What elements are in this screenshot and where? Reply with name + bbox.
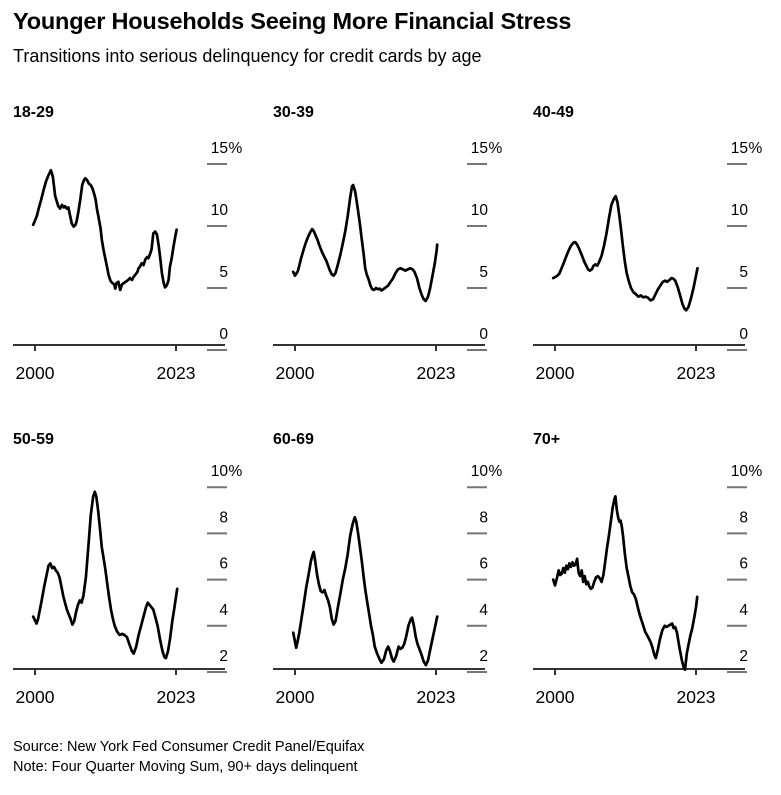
y-axis-unit-label: % <box>748 463 763 481</box>
page-subtitle: Transitions into serious delinquency for credit cards by age <box>13 46 482 66</box>
y-axis-label: 10 <box>470 202 488 219</box>
y-axis-label: 4 <box>219 601 228 619</box>
chart-50-59 <box>0 439 260 719</box>
panel-50-59 <box>0 425 260 735</box>
series-line-60-69 <box>293 517 437 665</box>
y-axis-unit-label: % <box>748 140 763 157</box>
x-axis-label: 2000 <box>535 687 575 707</box>
panel-30-39-label: 30-39 <box>273 104 314 121</box>
y-axis-label: 0 <box>739 326 748 343</box>
y-axis-label: 10 <box>210 463 228 481</box>
panel-60-69-label: 60-69 <box>273 431 314 448</box>
y-axis-label: 2 <box>219 648 228 665</box>
x-axis-label: 2023 <box>676 687 716 707</box>
y-axis-label: 6 <box>739 555 748 573</box>
series-line-30-39 <box>293 185 437 301</box>
x-axis-label: 2023 <box>416 687 456 707</box>
footer <box>13 737 364 777</box>
y-axis-label: 8 <box>739 509 748 527</box>
y-axis-label: 0 <box>479 326 488 343</box>
y-axis-label: 15 <box>730 140 748 157</box>
panel-40-49-label: 40-49 <box>533 104 574 121</box>
y-axis-label: 2 <box>479 648 488 665</box>
series-line-50-59 <box>33 492 177 658</box>
y-axis-unit-label: % <box>228 463 243 481</box>
chart-40-49 <box>520 120 780 400</box>
x-axis-label: 2023 <box>156 687 196 707</box>
panel-40-49 <box>520 100 780 410</box>
y-axis-label: 15 <box>210 140 228 157</box>
x-axis-label: 2000 <box>535 363 575 383</box>
panel-18-29 <box>0 100 260 410</box>
chart-60-69 <box>260 439 520 719</box>
y-axis-unit-label: % <box>488 140 503 157</box>
panel-18-29-label: 18-29 <box>13 104 54 121</box>
series-line-70+ <box>553 496 697 669</box>
y-axis-label: 10 <box>730 202 748 219</box>
panel-30-39 <box>260 100 520 410</box>
x-axis-label: 2023 <box>156 363 196 383</box>
panel-70plus <box>520 425 780 735</box>
y-axis-label: 6 <box>219 555 228 573</box>
chart-70plus <box>520 439 780 719</box>
y-axis-label: 5 <box>219 264 228 281</box>
series-line-40-49 <box>553 196 697 310</box>
panel-70plus-label: 70+ <box>533 431 561 448</box>
y-axis-label: 10 <box>210 202 228 219</box>
x-axis-label: 2000 <box>15 363 55 383</box>
y-axis-label: 15 <box>470 140 488 157</box>
y-axis-label: 4 <box>739 601 748 619</box>
y-axis-label: 5 <box>479 264 488 281</box>
chart-18-29 <box>0 120 260 400</box>
x-axis-label: 2023 <box>416 363 456 383</box>
y-axis-label: 5 <box>739 264 748 281</box>
y-axis-label: 2 <box>739 648 748 665</box>
x-axis-label: 2000 <box>275 363 315 383</box>
panel-50-59-label: 50-59 <box>13 431 54 448</box>
series-line-18-29 <box>33 170 176 290</box>
panel-60-69 <box>260 425 520 735</box>
page-title: Younger Households Seeing More Financial Stress <box>13 8 572 34</box>
y-axis-label: 0 <box>219 326 228 343</box>
x-axis-label: 2000 <box>15 687 55 707</box>
y-axis-label: 8 <box>219 509 228 527</box>
x-axis-label: 2023 <box>676 363 716 383</box>
y-axis-label: 4 <box>479 601 488 619</box>
note-line: Note: Four Quarter Moving Sum, 90+ days delinquent <box>13 759 358 775</box>
source-line: Source: New York Fed Consumer Credit Panel/Equifax <box>13 739 365 755</box>
y-axis-label: 6 <box>479 555 488 573</box>
y-axis-unit-label: % <box>228 140 243 157</box>
y-axis-label: 10 <box>730 463 748 481</box>
x-axis-label: 2000 <box>275 687 315 707</box>
chart-30-39 <box>260 120 520 400</box>
y-axis-label: 8 <box>479 509 488 527</box>
y-axis-label: 10 <box>470 463 488 481</box>
y-axis-unit-label: % <box>488 463 503 481</box>
